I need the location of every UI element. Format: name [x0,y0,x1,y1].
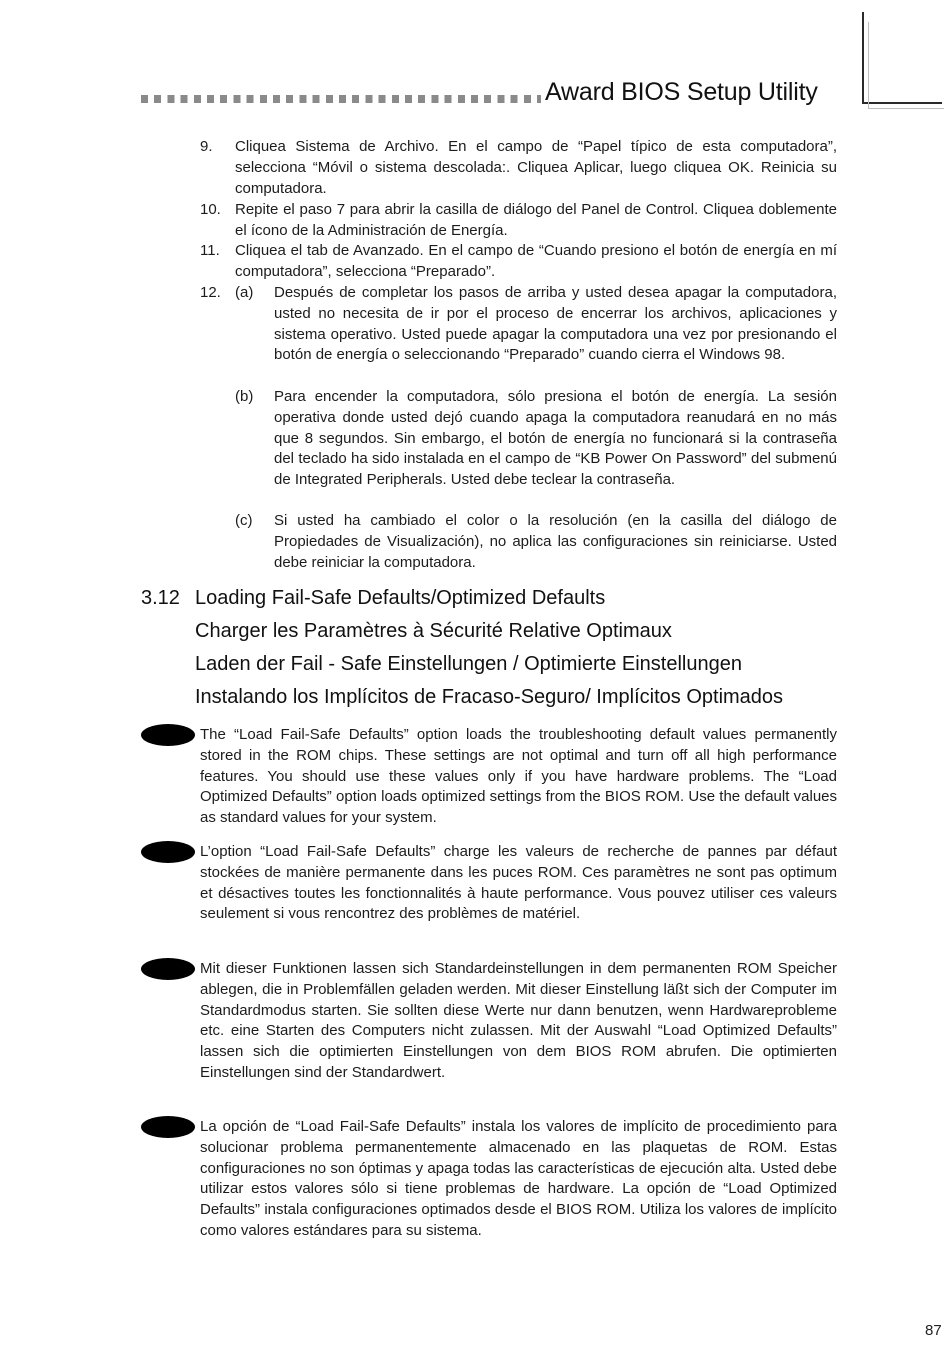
language-marker-icon [141,841,195,863]
paragraph-spanish: La opción de “Load Fail-Safe Defaults” instala los valores de implícito de procedimiento para solucionar problema permanentemente almacenado en las plaquetas de ROM. Estas configuraciones no son óptimas y apaga todas las características de ejecución alta. Usted debe utilizar estos valores sólo si tiene problemas de hardware. La opción de “Load Optimized Defaults” instala configuraciones optimados desde el BIOS ROM. Utiliza los valores de implícito como valores estándares para su sistema. [200,1118,837,1239]
step-text: Cliquea el tab de Avanzado. En el campo de “Cuando presiono el botón de energía en mí computadora”, selecciona “Preparado”. [235,242,837,280]
corner-frame-horizontal [862,102,942,104]
language-marker-icon [141,1116,195,1138]
sub-step-label: (b) [235,388,254,405]
step-text: Repite el paso 7 para abrir la casilla de diálogo del Panel de Control. Cliquea doblemente el ícono de la Administración de Energía. [235,201,837,239]
step-number: 12. [200,284,221,301]
header-dotted-rule [141,95,541,103]
corner-frame-shadow-vertical [868,22,869,108]
page-number: 87 [925,1322,942,1339]
step-number: 10. [200,201,221,218]
language-marker-icon [141,958,195,980]
step-number: 11. [200,242,220,259]
sub-step-text: Si usted ha cambiado el color o la resolución (en la casilla del diálogo de Propiedades de Visualización), no aplica las configuraciones sin reiniciarse. Usted debe reiniciar la computadora. [274,512,837,571]
section-title-en: Loading Fail-Safe Defaults/Optimized Defaults [195,587,606,609]
section-title-fr: Charger les Paramètres à Sécurité Relative Optimaux [195,620,672,642]
paragraph-german: Mit dieser Funktionen lassen sich Standardeinstellungen in dem permanenten ROM Speicher ablegen, die in Problemfällen geladen werden. Mit dieser Einstellung läßt sich der Computer im Standardmodus starten. Sie sollten diese Werte nur dann benutzen, wenn Hardwareprobleme etc. eine Starten des Computers nicht zulassen. Mit der Auswahl “Load Optimized Defaults” lassen sich die optimierten Einstellungen von dem BIOS ROM abrufen. Die optimierten Einstellungen sind der Standardwert. [200,960,837,1081]
sub-step-text: Para encender la computadora, sólo presiona el botón de energía. La sesión operativa donde usted dejó cuando apaga la computadora reanudará en no más que 8 segundos. Sin embargo, el botón de energía no funcionará si la contraseña del teclado ha sido instalada en el campo de “KB Power On Password” del submenú de Integrated Peripherals. Usted debe teclear la contraseña. [274,388,837,489]
paragraph-french: L’option “Load Fail-Safe Defaults” charge les valeurs de recherche de pannes par défaut stockées de manière permanente dans les puces ROM. Ces paramètres ne sont pas optimum et désactives toutes les fonctionnalités à haute performance. Vous pouvez utiliser ces valeurs seulement si vous rencontrez des problèmes de matériel. [200,843,837,923]
sub-step-label: (c) [235,512,253,529]
step-number: 9. [200,138,213,155]
header-title: Award BIOS Setup Utility [545,78,818,106]
step-text: Cliquea Sistema de Archivo. En el campo de “Papel típico de esta computadora”, selecciona “Móvil o sistema descolada:. Cliquea Aplicar, luego cliquea OK. Reinicia su computadora. [235,138,837,197]
language-marker-icon [141,724,195,746]
corner-frame-shadow-horizontal [868,108,944,109]
section-number: 3.12 [141,587,180,609]
sub-step-text: Después de completar los pasos de arriba y usted desea apagar la computadora, usted no necesita de ir por el proceso de encerrar los archivos, aplicaciones y sistema operativo. Usted puede apagar la computadora una vez por presionando el botón de energía o seleccionando “Preparado” cuando cierra el Windows 98. [274,284,837,364]
corner-frame-vertical [862,12,864,104]
paragraph-english: The “Load Fail-Safe Defaults” option loads the troubleshooting default values permanently stored in the ROM chips. These settings are not optimal and turn off all high performance features. You should use these values only if you have hardware problems. The “Load Optimized Defaults” option loads optimized settings from the BIOS ROM. Use the default values as standard values for your system. [200,726,837,827]
sub-step-label: (a) [235,284,254,301]
section-title-de: Laden der Fail - Safe Einstellungen / Optimierte Einstellungen [195,653,742,675]
section-title-es: Instalando los Implícitos de Fracaso-Seguro/ Implícitos Optimados [195,686,784,708]
